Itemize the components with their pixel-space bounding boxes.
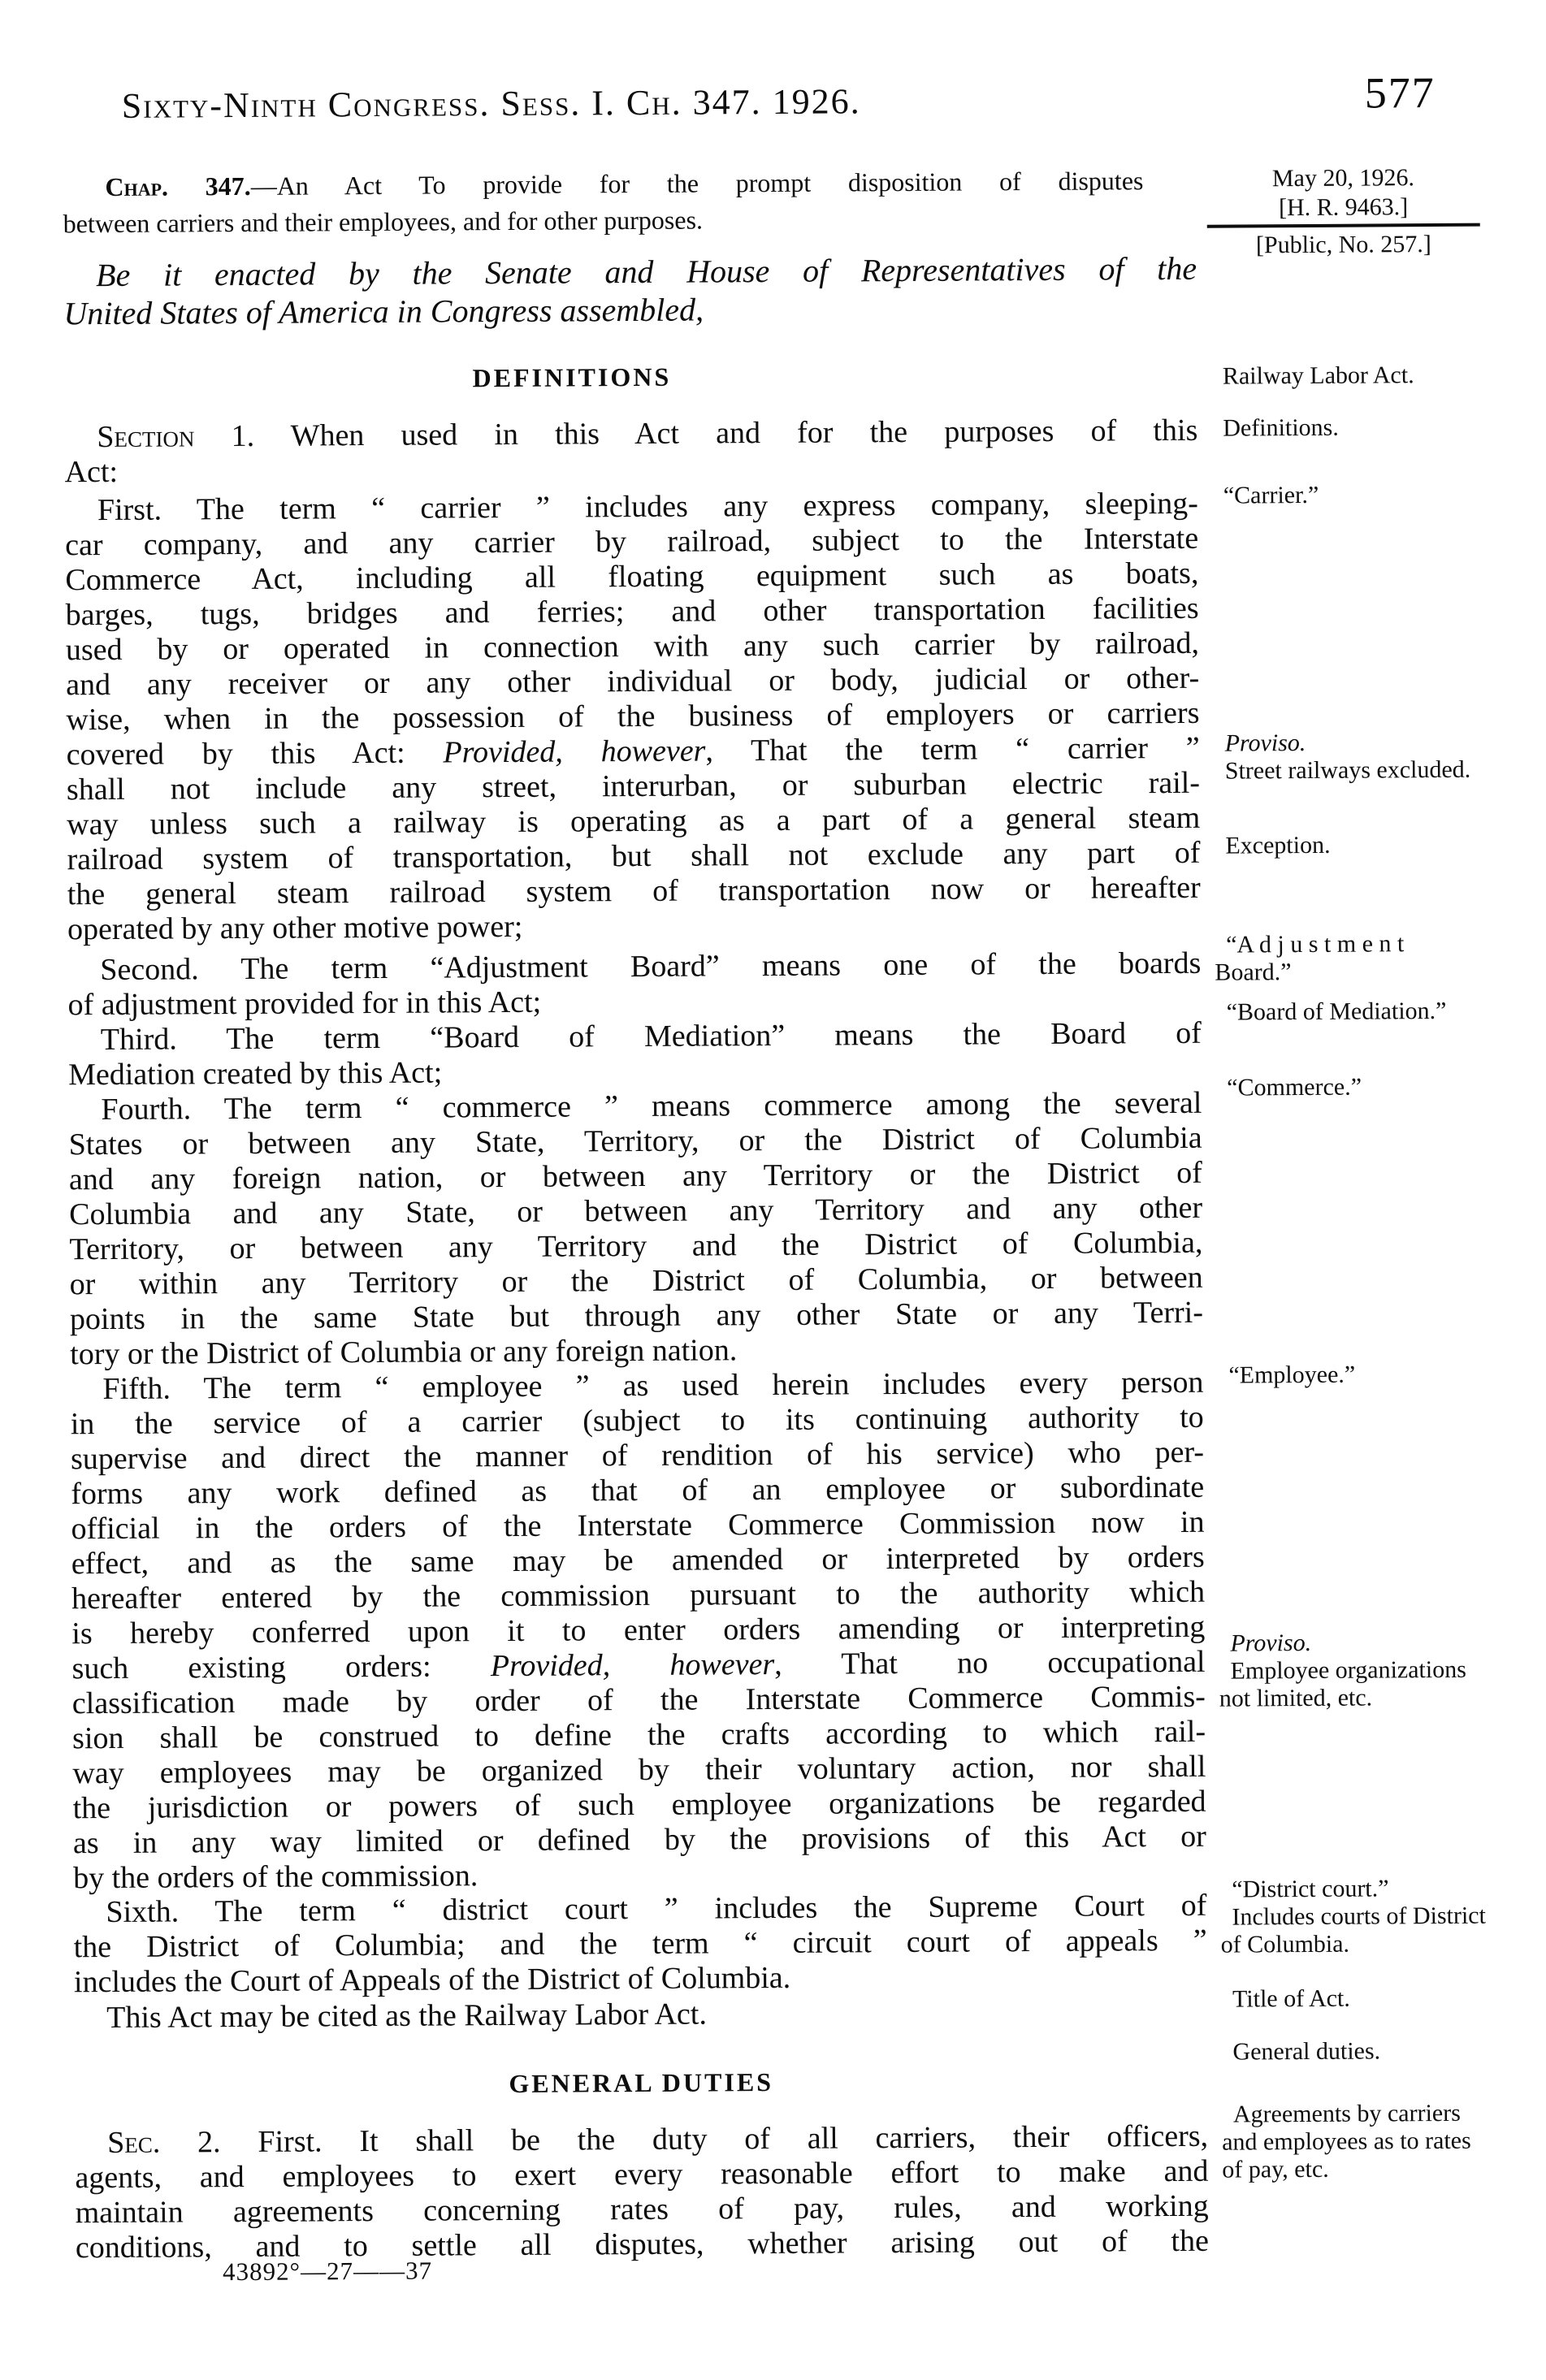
text-line: Territory, or between any Territory and the District of Columbia, bbox=[69, 1225, 1203, 1267]
text-line: is hereby conferred upon it to enter orders amending or interpreting bbox=[71, 1609, 1206, 1651]
margin-note-district-court: “District court.” bbox=[1232, 1875, 1389, 1903]
text-line: Columbia and any State, or between any Territory and any other bbox=[69, 1190, 1203, 1232]
margin-note-agreements: Agreements by carriers and employees as to rates of pay, etc. bbox=[1222, 2099, 1471, 2183]
text-line: hereafter entered by the commission pursuant to the authority which bbox=[71, 1574, 1206, 1616]
text-line: This Act may be cited as the Railway Labor Act. bbox=[106, 1997, 708, 2036]
margin-note-exception: Exception. bbox=[1225, 831, 1331, 859]
page-number: 577 bbox=[1364, 67, 1436, 118]
text-line: Sixth. The term “ district court ” includes the Supreme Court of bbox=[106, 1888, 1207, 1930]
text-line: as in any way limited or defined by the provisions of this Act or bbox=[72, 1819, 1206, 1861]
text-line: Second. The term “Adjustment Board” means one of the boards bbox=[100, 946, 1202, 988]
text-line: effect, and as the same may be amended or interpreted by orders bbox=[71, 1539, 1205, 1582]
paragraph-second-adjustment-board bbox=[67, 946, 1201, 1023]
margin-note-includes-courts: Includes courts of District of Columbia. bbox=[1220, 1902, 1486, 1958]
paragraph-sixth-district-court bbox=[73, 1889, 1207, 2001]
text-line: tory or the District of Columbia or any foreign nation. bbox=[70, 1333, 738, 1372]
running-header: Sixty-Ninth Congress. Sess. I. Ch. 347. 1926. bbox=[121, 81, 861, 126]
text-line: agents, and employees to exert every reasonable effort to make and bbox=[75, 2153, 1209, 2196]
margin-note-employee: “Employee.” bbox=[1228, 1361, 1356, 1389]
margin-note-title-of-act: Title of Act. bbox=[1232, 1984, 1350, 2013]
text-line: Act: bbox=[64, 454, 119, 490]
text-line: railroad system of transportation, but shall not exclude any part of bbox=[67, 835, 1201, 877]
margin-note-commerce: “Commerce.” bbox=[1227, 1073, 1362, 1101]
text-line: of adjustment provided for in this Act; bbox=[67, 984, 542, 1023]
margin-note-proviso-1: Proviso. bbox=[1224, 729, 1306, 757]
paragraph-sec-2 bbox=[75, 2119, 1209, 2266]
text-line: wise, when in the possession of the business of employers or carriers bbox=[66, 695, 1200, 738]
enactment-date: May 20, 1926. bbox=[1271, 164, 1415, 193]
margin-note-general-duties: General duties. bbox=[1232, 2037, 1381, 2066]
text-line: barges, tugs, bridges and ferries; and other transportation facilities bbox=[65, 591, 1199, 633]
text-line: Chap. 347.—An Act To provide for the prompt disposition of disputes bbox=[105, 166, 1144, 201]
text-line: Commerce Act, including all floating equipment such as boats, bbox=[65, 556, 1199, 598]
margin-note-carrier: “Carrier.” bbox=[1223, 481, 1319, 509]
bill-number: [H. R. 9463.] bbox=[1207, 193, 1480, 228]
text-line: First. The term “ carrier ” includes any express company, sleeping- bbox=[97, 486, 1198, 528]
text-line: includes the Court of Appeals of the District of Columbia. bbox=[73, 1960, 791, 2000]
text-line: shall not include any street, interurban, or suburban electric rail- bbox=[66, 765, 1201, 807]
text-line: and any foreign nation, or between any Territory or the District of bbox=[68, 1155, 1203, 1197]
margin-note-proviso-2: Proviso. bbox=[1230, 1629, 1312, 1657]
text-line: in the service of a carrier (subject to its continuing authority to bbox=[70, 1400, 1204, 1442]
margin-note-board-of-mediation: “Board of Mediation.” bbox=[1226, 997, 1447, 1026]
text-line: Mediation created by this Act; bbox=[67, 1055, 443, 1093]
text-line: classification made by order of the Interstate Commerce Commis- bbox=[71, 1679, 1206, 1721]
text-line: Section 1. When used in this Act and for the purposes of this bbox=[97, 413, 1198, 455]
margin-note-street-railways-excluded: Street railways excluded. bbox=[1224, 755, 1471, 785]
date-and-bill-note bbox=[1206, 163, 1480, 261]
paragraph-fifth-employee bbox=[70, 1365, 1206, 1897]
text-line: supervise and direct the manner of rendition of his service) who per- bbox=[70, 1434, 1205, 1477]
text-line: Be it enacted by the Senate and House of Representatives of the bbox=[95, 249, 1197, 294]
text-line: the general steam railroad system of transportation now or hereafter bbox=[67, 870, 1201, 912]
print-code-footer: 43892°—27——37 bbox=[223, 2256, 433, 2287]
margin-note-railway-labor-act: Railway Labor Act. bbox=[1222, 361, 1414, 390]
text-line: covered by this Act: Provided, however, That the term “ carrier ” bbox=[66, 730, 1200, 772]
paragraph-short-title bbox=[74, 1994, 1207, 2036]
enacting-clause bbox=[63, 249, 1197, 333]
text-line: points in the same State but through any other State or any Terri- bbox=[69, 1295, 1204, 1337]
text-line: or within any Territory or the District of Columbia, or between bbox=[69, 1260, 1203, 1302]
paragraph-fourth-commerce bbox=[68, 1086, 1203, 1373]
text-line: such existing orders: Provided, however, That no occupational bbox=[71, 1644, 1206, 1686]
margin-note-adjustment-board: “A d j u s t m e n t Board.” bbox=[1215, 930, 1405, 986]
text-line: operated by any other motive power; bbox=[67, 909, 523, 947]
paragraph-third-board-of-mediation bbox=[68, 1016, 1202, 1093]
text-line: by the orders of the commission. bbox=[73, 1859, 479, 1896]
text-line: forms any work defined as that of an employee or subordinate bbox=[71, 1469, 1205, 1512]
text-line: States or between any State, Territory, or the District of Columbia bbox=[68, 1120, 1202, 1162]
text-line: used by or operated in connection with any such carrier by railroad, bbox=[65, 625, 1200, 668]
margin-note-employee-organizations: Employee organizations not limited, etc. bbox=[1219, 1655, 1466, 1712]
text-line: Sec. 2. First. It shall be the duty of all carriers, their officers, bbox=[107, 2118, 1209, 2161]
text-line: car company, and any carrier by railroad, subject to the Interstate bbox=[65, 521, 1199, 563]
paragraph-first-carrier bbox=[65, 487, 1201, 948]
paragraph-section-1 bbox=[64, 413, 1197, 491]
text-line: United States of America in Congress assembled, bbox=[63, 291, 704, 332]
text-line: way employees may be organized by their voluntary action, nor shall bbox=[72, 1749, 1206, 1791]
text-line: the jurisdiction or powers of such employee organizations be regarded bbox=[72, 1784, 1206, 1826]
text-line: maintain agreements concerning rates of pay, rules, and working bbox=[75, 2188, 1209, 2231]
text-line: Fifth. The term “ employee ” as used herein includes every person bbox=[102, 1365, 1204, 1407]
chapter-heading bbox=[63, 162, 1144, 242]
general-duties-heading: GENERAL DUTIES bbox=[509, 2067, 774, 2099]
text-line: way unless such a railway is operating as a part of a general steam bbox=[67, 800, 1201, 842]
definitions-heading: DEFINITIONS bbox=[472, 361, 672, 393]
margin-note-definitions: Definitions. bbox=[1223, 413, 1339, 442]
text-line: between carriers and their employees, and for other purposes. bbox=[63, 205, 704, 239]
text-line: conditions, and to settle all disputes, whether arising out of the bbox=[75, 2223, 1210, 2265]
text-line: Fourth. The term “ commerce ” means commerce among the several bbox=[101, 1085, 1202, 1127]
text-line: and any receiver or any other individual or body, judicial or other- bbox=[66, 660, 1200, 703]
text-line: official in the orders of the Interstate Commerce Commission now in bbox=[71, 1504, 1205, 1547]
public-law-number: [Public, No. 257.] bbox=[1255, 231, 1431, 259]
text-line: sion shall be construed to define the crafts according to which rail- bbox=[71, 1714, 1206, 1756]
text-line: Third. The term “Board of Mediation” means the Board of bbox=[100, 1015, 1202, 1058]
text-line: the District of Columbia; and the term “ circuit court of appeals ” bbox=[73, 1923, 1207, 1965]
